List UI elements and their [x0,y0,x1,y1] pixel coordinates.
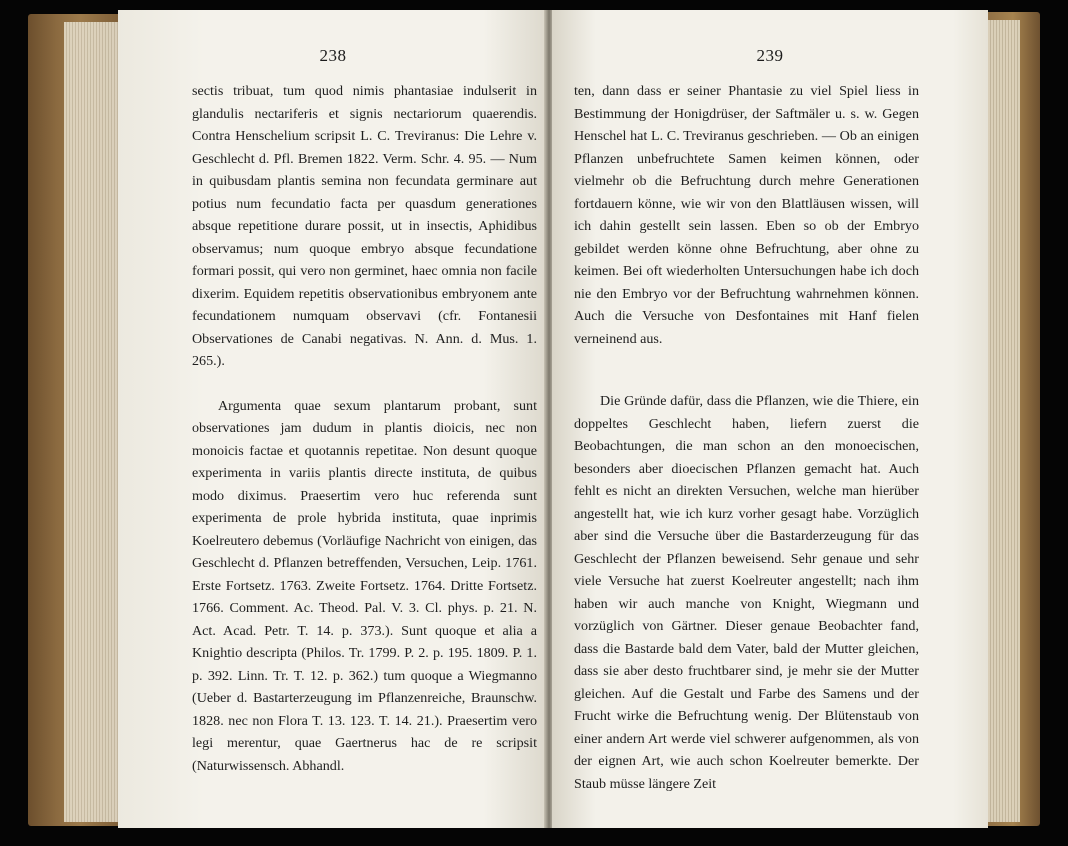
page-number-right: 239 [756,46,784,65]
paragraph: ten, dann dass er seiner Phantasie zu viel Spiel liess in Bestimmung der Honigdrüser, der Saftmäler u. s. w. Gegen Henschel hat L. C. Treviranus geschrieben. — Ob an einigen Pflanzen unbefruchtete Samen keimen können, oder vielmehr ob die Befruchtung durch mehre Generationen fortdauern könne, wie wir von den Blattläusen wissen, will ich dahin gestellt sein lassen. Eben so ob der Embryo gebildet werden könne ohne Befruchtung, aber ohne zu keimen. Bei oft wiederholten Untersuchungen habe ich doch nie den Embryo vor der Befruchtung wahrnehmen können. Auch die Versuche von Desfontaines mit Hanf fielen verneinend aus. [574,83,919,347]
page-number-left: 238 [319,46,347,65]
page-edges-right [988,20,1020,822]
paragraph: sectis tribuat, tum quod nimis phantasiae indulserit in glandulis nectariferis et signis nectariorum quaerendis. Contra Henschelium scripsit L. C. Treviranus: Die Lehre v. Geschlecht d. Pfl. Bremen 1822. Verm. Schr. 4. 95. — Num in quibusdam plantis semina non fecundata germinare aut potius num fecundatio facta per quasdum generationes absque repetitione durare possit, ut in insectis, Aphidibus observamus; num quoque embryo absque fecundatione formari possit, qui vero non germinet, haec omnia non facile dixerim. Equidem repetitis observationibus embryonem ante fecundationem numquam observavi (cfr. Fontanesii Observationes de Canabi negativas. N. Ann. d. Mus. 1. 265.). [192,83,537,369]
left-page-text [192,80,537,777]
right-page-text [574,80,919,795]
right-page [552,10,988,828]
paragraph: Argumenta quae sexum plantarum probant, sunt observationes jam dudum in plantis dioicis, nec non monoicis factae et quotannis repetitae. Non desunt quoque experimenta in variis plantis directe instituta, de quibus modo diximus. Praesertim vero huc referenda sunt experimenta de prole hybrida instituta, quae inprimis Koelreutero debemus (Vorläufige Nachricht von einigen, das Geschlecht d. Pflanzen betreffenden, Versuchen, Leip. 1761. Erste Fortsetz. 1763. Zweite Fortsetz. 1764. Dritte Fortsetz. 1766. Comment. Ac. Theod. Pal. V. 3. Cl. phys. p. 21. N. Act. Acad. Petr. T. 14. p. 373.). Sunt quoque et alia a Knightio descripta (Philos. Tr. 1799. P. 2. p. 195. 1809. P. 1. p. 392. Linn. Tr. T. 12. p. 362.) tum quoque a Wiegmanno (Ueber d. Bastarterzeugung im Pflanzenreiche, Braunschw. 1828. nec non Flora T. 13. 123. T. 14. 21.). Praesertim vero legi merentur, quae Gaertnerus hac de re scripsit (Naturwissensch. Abhandl. [192,397,537,774]
left-page [118,10,548,828]
page-edges-left [64,22,122,822]
paragraph: Die Gründe dafür, dass die Pflanzen, wie die Thiere, ein doppeltes Geschlecht haben, liefern zuerst die Beobachtungen, die man schon an den monoecischen, besonders aber dioecischen Pflanzen gemacht hat. Auch fehlt es nicht an direkten Versuchen, welche man hierüber angestellt hat, wie ich kurz vorher gesagt habe. Vorzüglich aber sind die Versuche über die Bastarderzeugung für das Geschlecht der Pflanzen beweisend. Sehr genaue und sehr viele Versuche hat zuerst Koelreuter angestellt; nach ihm haben wir auch manche von Knight, Wiegmann und vorzüglich von Gärtner. Dieser genaue Beobachter fand, dass die Bastarde bald dem Vater, bald der Mutter gleichen, dass sie aber desto fruchtbarer sind, je mehr sie der Mutter gleichen. Auf die Gestalt und Farbe des Samens und der Frucht wirke die Befruchtung wenig. Der Blütenstaub von einer andern Art werde viel schwerer aufgenommen, als von der eignen Art, wie auch schon Koelreuter bemerkte. Der Staub müsse längere Zeit [574,393,919,792]
